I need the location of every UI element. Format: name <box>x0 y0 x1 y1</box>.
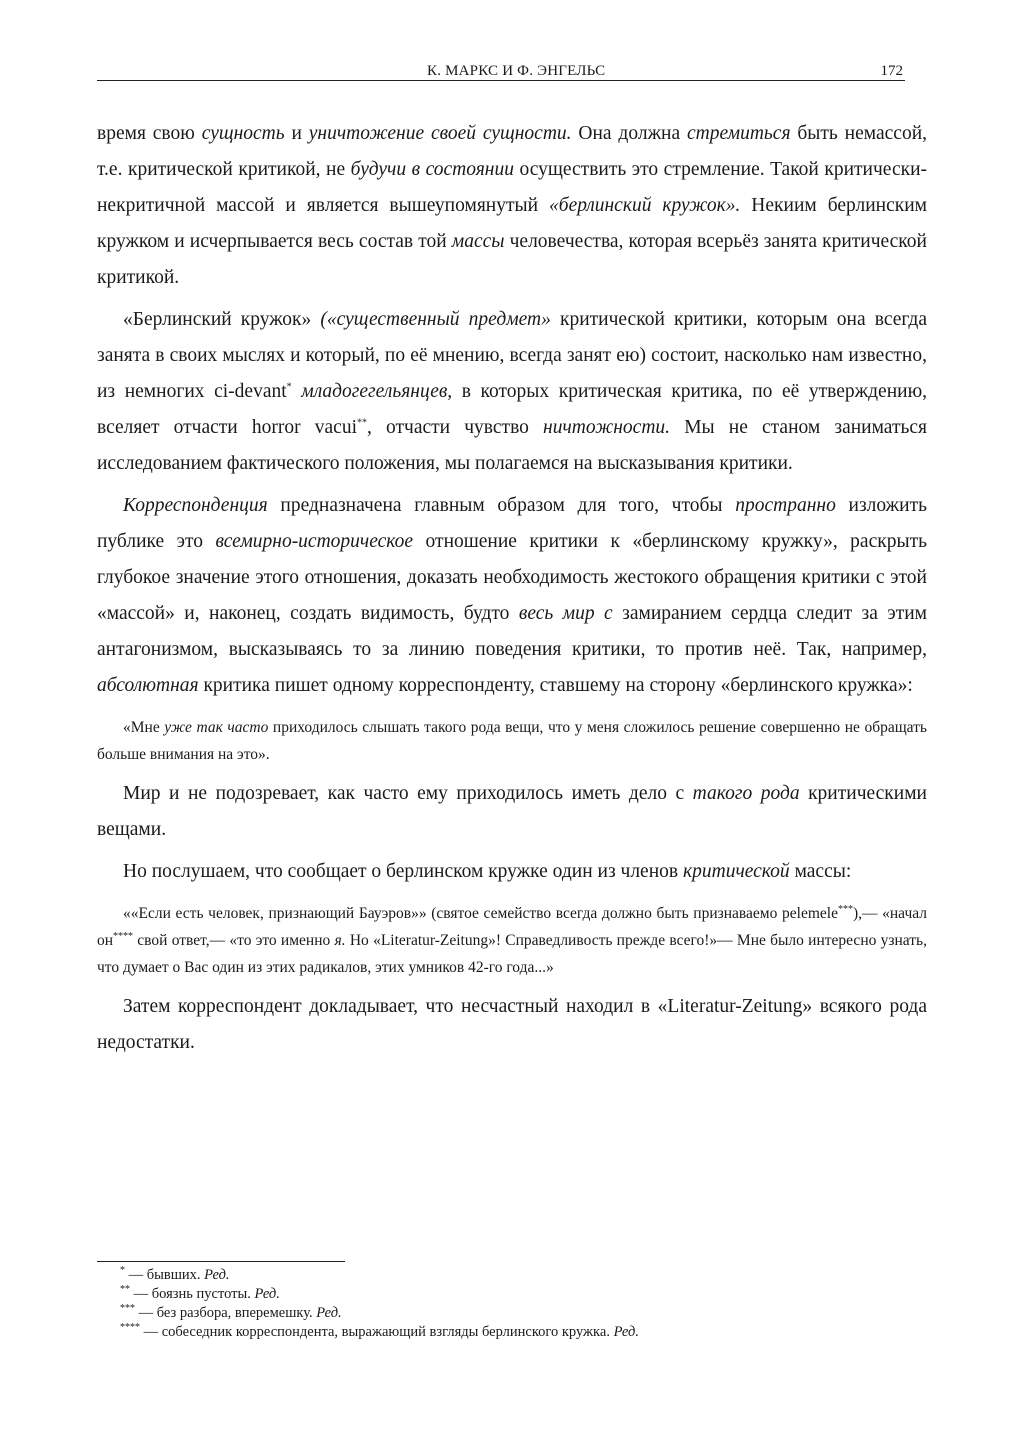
emphasis-text: абсолютная <box>97 675 199 696</box>
emphasis-text: я. <box>334 932 346 949</box>
emphasis-text: стремиться <box>687 123 791 144</box>
footnote-marker: * <box>286 381 292 393</box>
text-run: Мир и не подозревает, как часто ему приходилось иметь дело с <box>123 783 693 804</box>
text-run: и <box>284 123 309 144</box>
quotation <box>97 714 927 768</box>
body-text <box>97 116 927 1067</box>
text-run: осуществить это стремление. Такой критически-некритичной массой и является вышеупомянутый <box>97 159 927 216</box>
emphasis-text: («существенный предмет» <box>320 309 551 330</box>
emphasis-text: будучи в состоянии <box>350 159 514 180</box>
page-number: 172 <box>880 63 903 79</box>
text-run: Но «Literatur-Zeitung»! Справедливость прежде всего!»— Мне было интересно узнать, что думает о Вас один из этих радикалов, этих умников 42-го года...» <box>97 932 927 976</box>
text-run: «Берлинский кружок» <box>123 309 321 330</box>
text-run: Некиим берлинским кружком и исчерпывается весь состав той <box>97 195 928 252</box>
emphasis-text: Корреспонденция <box>123 495 268 516</box>
paragraph <box>97 116 927 296</box>
text-run: ),— «начал он <box>97 905 927 949</box>
footnote-text: — собеседник корреспондента, выражающий взгляды берлинского кружка. <box>140 1324 614 1340</box>
footnote-mark: **** <box>120 1322 140 1334</box>
text-run: быть немассой, т.е. критической критикой, не <box>97 123 928 180</box>
emphasis-text: ничтожности. <box>543 417 671 438</box>
text-run: человечества, которая всерьёз занята критической критикой. <box>97 231 927 288</box>
paragraph <box>97 854 927 890</box>
footnote-marker: *** <box>837 903 853 915</box>
text-run: время свою <box>97 123 202 144</box>
footnote <box>120 1285 920 1304</box>
text-run: приходилось слышать такого рода вещи, что у меня сложилось решение совершенно не обращать больше внимания на это». <box>97 719 927 763</box>
text-run: ««Если есть человек, признающий Бауэров»» (святое семейство всегда должно быть признаваемо pelemele <box>123 905 838 922</box>
footnote-separator <box>97 1261 345 1262</box>
text-run: отношение критики к «берлинскому кружку», раскрыть глубокое значение этого отношения, доказать необходимость жестокого обращения критики с этой «массой» и, наконец, создать видимость, будто <box>97 531 927 624</box>
paragraph <box>97 989 927 1061</box>
emphasis-text: массы <box>451 231 505 252</box>
paragraph <box>97 776 927 848</box>
footnote-mark: *** <box>120 1303 135 1315</box>
footnote <box>120 1323 920 1342</box>
footnote-text: — бывших. <box>125 1267 205 1283</box>
quotation <box>97 900 927 981</box>
text-run <box>292 381 302 402</box>
text-run: предназначена главным образом для того, чтобы <box>267 495 736 516</box>
footnote-text: — боязнь пустоты. <box>130 1286 255 1302</box>
text-run: замиранием сердца следит за этим антагонизмом, высказываясь то за линию поведения критики, то против неё. Так, например, <box>97 603 927 660</box>
footnote-mark: * <box>120 1265 125 1277</box>
text-run: Но послушаем, что сообщает о берлинском кружке один из членов <box>123 861 683 882</box>
emphasis-text: всемирно-историческое <box>215 531 414 552</box>
text-run: критика пишет одному корреспонденту, ставшему на сторону «берлинского кружка»: <box>198 675 913 696</box>
header-title: К. МАРКС И Ф. ЭНГЕЛЬС <box>427 63 606 79</box>
footnote <box>120 1266 920 1285</box>
emphasis-text: младогегельянцев, <box>301 381 453 402</box>
text-run: Затем корреспондент докладывает, что несчастный находил в «Literatur-Zeitung» всякого рода недостатки. <box>97 996 927 1053</box>
text-run: в которых критическая критика, по её утверждению, вселяет отчасти horror vacui <box>97 381 928 438</box>
running-header <box>97 62 905 81</box>
text-run: «Мне <box>123 719 165 736</box>
footnote-text: — без разбора, вперемешку. <box>135 1305 317 1321</box>
footnote-editor-mark: Ред. <box>204 1267 230 1283</box>
text-run: Мы не станом заниматься исследованием фактического положения, мы полагаемся на высказывания критики. <box>97 417 927 474</box>
text-run: критической критики, которым она всегда занята в своих мыслях и который, по её мнению, всегда занят ею) состоит, насколько нам известно, из немногих ci-devant <box>97 309 927 402</box>
text-run: , отчасти чувство <box>367 417 544 438</box>
footnote-editor-mark: Ред. <box>254 1286 280 1302</box>
emphasis-text: уничтожение своей сущности. <box>308 123 572 144</box>
emphasis-text: пространно <box>735 495 836 516</box>
footnote-editor-mark: Ред. <box>613 1324 639 1340</box>
footnote <box>120 1304 920 1323</box>
text-run: Она должна <box>571 123 687 144</box>
text-run: критическими вещами. <box>97 783 927 840</box>
footnote-marker: ** <box>357 417 367 429</box>
emphasis-text: критической <box>682 861 790 882</box>
footnote-editor-mark: Ред. <box>316 1305 342 1321</box>
text-run: массы: <box>789 861 852 882</box>
text-run: свой ответ,— «то это именно <box>133 932 335 949</box>
emphasis-text: «берлинский кружок». <box>549 195 741 216</box>
paragraph <box>97 488 927 704</box>
emphasis-text: уже так часто <box>164 719 269 736</box>
emphasis-text: сущность <box>201 123 285 144</box>
footnote-mark: ** <box>120 1284 130 1296</box>
emphasis-text: весь мир с <box>518 603 613 624</box>
footnotes <box>120 1266 920 1342</box>
emphasis-text: такого рода <box>692 783 800 804</box>
text-run: изложить публике это <box>97 495 927 552</box>
footnote-marker: **** <box>113 930 134 942</box>
paragraph <box>97 302 927 482</box>
